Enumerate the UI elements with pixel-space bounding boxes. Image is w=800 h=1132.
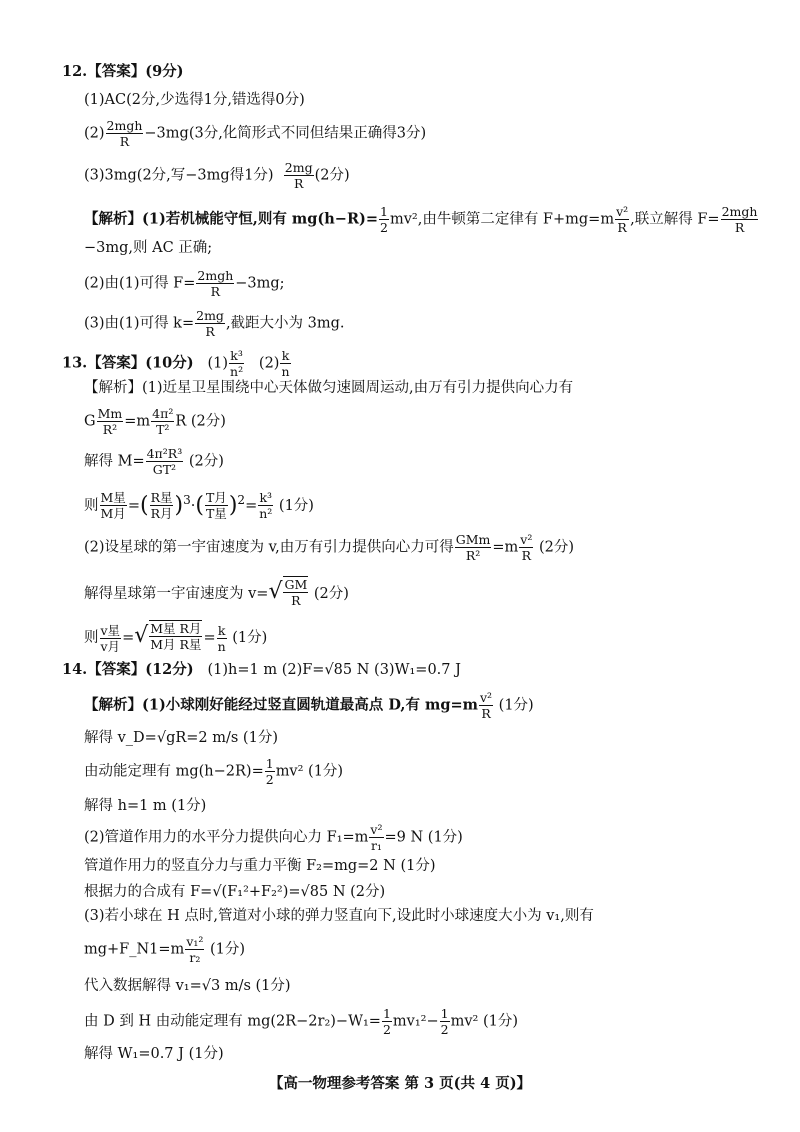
q14-heading: 14.【答案】(12分)	[62, 661, 194, 678]
q12-analysis-1-cont: −3mg,则 AC 正确;	[84, 240, 213, 256]
q14-l2-post: mv² (1分)	[275, 763, 344, 780]
q13-eq2-pre: 解得 M=	[84, 453, 145, 470]
q13-eq1-f2-num: 4π²	[152, 406, 174, 421]
q14-l8-post: (1分)	[205, 941, 246, 958]
q14-l10-mid: mv₁²−	[392, 1013, 439, 1030]
q13-eq4-num: GM	[284, 577, 308, 592]
q13-ans2-fraction	[280, 348, 290, 379]
q12-analysis-3	[84, 308, 345, 339]
q13-eq3: 则 M星 M月 =( R星 R月 )$^3$·( T月 T星 )$^2$= $\frac{\text{k³}}{\text{n²}}$ (1分)	[84, 490, 314, 522]
q13-eq5-f1	[100, 623, 122, 654]
q12-ana2-post: −3mg;	[235, 275, 285, 292]
q14-line-2	[84, 756, 343, 787]
q13-ans1-pre: (1)	[207, 355, 229, 372]
q14-l2-pre: 由动能定理有 mg(h−2R)=	[84, 763, 264, 780]
q13-eq5-f2-den: M月 R星	[150, 637, 202, 652]
q14-l10-f1-num: 1	[382, 1006, 391, 1021]
q12-ana3-post: ,截距大小为 3mg.	[225, 315, 345, 332]
q12-ana1-f3	[721, 204, 759, 235]
q13-ana2-f1-num: GMm	[455, 532, 491, 547]
q13-ans2-den: n	[281, 364, 290, 379]
q13-eq5-f1-num: v星	[100, 622, 121, 638]
q12-ana1-d: ,联立解得 F=	[630, 211, 720, 228]
q13-eq1-f1-num: Mm	[97, 406, 123, 421]
q13-ana2-a: (2)设星球的第一宇宙速度为 v,由万有引力提供向心力可得	[84, 539, 454, 556]
q12-ana2-pre: (2)由(1)可得 F=	[84, 275, 196, 292]
q13-eq4-den: R	[291, 593, 301, 608]
q13-eq1	[84, 406, 226, 437]
q14-line-5: 管道作用力的竖直分力与重力平衡 F₂=mg=2 N (1分)	[84, 858, 436, 874]
q13-analysis-1: 【解析】(1)近星卫星围绕中心天体做匀速圆周运动,由万有引力提供向心力有	[84, 380, 574, 396]
q13-eq4-fraction	[283, 576, 308, 608]
q13-eq5-pre: 则	[84, 630, 99, 646]
q13-ana2-f2-den: R	[521, 548, 532, 563]
q14-line-8	[84, 934, 245, 965]
q13-eq2-fraction	[146, 446, 184, 477]
q13-eq3-f4	[258, 490, 273, 521]
q14-l4-pre: (2)管道作用力的水平分力提供向心力 F₁=m	[84, 829, 369, 846]
q14-l8-fraction	[185, 934, 204, 965]
q13-eq1-pre: G	[84, 413, 96, 430]
q13-eq1-f1-den: R²	[102, 422, 118, 437]
q14-l2-fraction	[265, 756, 275, 787]
q12-ana3-fraction	[195, 308, 225, 339]
q12-answer-1: (1)AC(2分,少选得1分,错选得0分)	[84, 92, 305, 108]
q13-eq5: 则 v星 v月 = √ M星 R月 M月 R星 = $\frac{k}{n}$ (1分)	[84, 621, 268, 654]
q13-eq5-f2-num: M星 R月	[150, 621, 202, 636]
q12-ana1-f1	[379, 204, 389, 235]
q12-ana2-fraction	[196, 268, 234, 299]
q14-l8-den: r₂	[189, 950, 201, 965]
q13-heading: 13.【答案】(10分)	[62, 354, 194, 372]
q13-ans1-den: n²	[230, 364, 244, 379]
q14-heading-line	[62, 660, 461, 680]
q12-ana3-pre: (3)由(1)可得 k=	[84, 315, 195, 332]
q12-heading: 12.【答案】(9分)	[62, 63, 184, 80]
q13-heading-line	[62, 348, 292, 379]
q14-l2-den: 2	[265, 772, 274, 787]
q12-a3-den: R	[293, 176, 304, 191]
q13-eq3-f3-num: T月	[205, 490, 227, 506]
q14-answer: (1)h=1 m (2)F=√85 N (3)W₁=0.7 J	[207, 662, 461, 678]
q13-ana2-f2	[519, 532, 533, 563]
q14-l8-num: v₁²	[186, 934, 204, 949]
q13-ans1-fraction	[229, 348, 244, 379]
q12-ana1-f1-num: 1	[380, 204, 388, 219]
q13-eq3-f1-num: M星	[100, 490, 126, 506]
q13-eq2-num: 4π²R³	[146, 446, 183, 461]
q12-ana1-c: ,由牛顿第二定律有 F+mg=m	[417, 211, 615, 228]
q12-a3-fraction	[284, 160, 314, 191]
q14-line-10	[84, 1006, 518, 1037]
q13-eq3-post: (1分)	[274, 497, 314, 514]
q12-ana1-a: 【解析】(1)若机械能守恒,则有 mg(h−R)=	[84, 210, 378, 228]
q12-ana1-f2-num: v²	[616, 204, 629, 219]
page-footer: 【高一物理参考答案 第 3 页(共 4 页)】	[268, 1075, 532, 1092]
q13-eq5-f3-den: n	[217, 638, 226, 654]
q14-l10-f1-den: 2	[382, 1022, 391, 1037]
q13-eq3-f3	[205, 490, 228, 521]
q14-line-3: 解得 h=1 m (1分)	[84, 798, 207, 814]
q13-eq2	[84, 446, 224, 477]
q14-l8-pre: mg+F_N1=m	[84, 941, 185, 958]
q12-ana3-den: R	[205, 324, 215, 339]
q13-eq3-f4-den: n²	[259, 506, 273, 522]
q13-eq1-f1	[97, 406, 124, 437]
q14-ana1-post: (1分)	[494, 697, 534, 714]
q14-l2-num: 1	[265, 756, 274, 771]
q13-ans2-pre: (2)	[258, 355, 280, 372]
q13-eq3-f4-num: k³	[259, 490, 273, 506]
q13-ana2-f2-num: v²	[520, 532, 533, 547]
q12-ana1-b: mv²	[389, 211, 418, 228]
q14-l10-post: mv² (1分)	[450, 1013, 518, 1030]
q13-eq2-post: (2分)	[184, 453, 224, 470]
q13-ans1-num: k³	[230, 348, 243, 363]
q12-answer-2	[84, 118, 426, 149]
q13-eq3-f1-den: M月	[100, 506, 126, 522]
q14-l4-post: =9 N (1分)	[384, 829, 463, 846]
q12-analysis-2	[84, 268, 285, 299]
q12-a3-pre: (3)3mg(2分,写−3mg得1分)	[84, 167, 274, 184]
q12-answer-3	[84, 160, 350, 191]
q14-l10-f1	[382, 1006, 392, 1037]
q13-ana2-post: (2分)	[534, 539, 575, 556]
q14-line-6: 根据力的合成有 F=√(F₁²+F₂²)=√85 N (2分)	[84, 884, 386, 900]
q14-l10-f2-num: 1	[440, 1006, 449, 1021]
q14-l10-f2	[440, 1006, 450, 1037]
q14-l4-fraction	[369, 822, 383, 853]
q14-line-9: 代入数据解得 v₁=√3 m/s (1分)	[84, 978, 291, 994]
q13-eq3-f2-den: R月	[150, 506, 173, 522]
q14-analysis-1	[84, 690, 534, 721]
q14-l10-f2-den: 2	[440, 1022, 449, 1037]
q13-eq3-f2	[150, 490, 174, 521]
q12-a2-den: R	[119, 134, 130, 149]
q13-ans2-num: k	[281, 348, 290, 363]
q13-eq5-f2	[149, 620, 202, 652]
q12-ana2-num: 2mgh	[197, 268, 234, 283]
q13-eq5-post: (1分)	[227, 630, 268, 646]
q12-ana1-f2	[615, 204, 629, 235]
q13-eq3-f2-num: R星	[150, 490, 173, 506]
q13-eq1-f2-den: T²	[156, 422, 170, 437]
q14-line-4	[84, 822, 463, 853]
q12-a3-post: (2分)	[314, 167, 350, 184]
q14-l10-pre: 由 D 到 H 由动能定理有 mg(2R−2r₂)−W₁=	[84, 1013, 381, 1030]
q13-ana2-mid: =m	[492, 539, 519, 556]
q12-analysis-1	[84, 204, 759, 235]
q14-l4-num: v²	[370, 822, 383, 837]
q12-ana1-f3-num: 2mgh	[721, 204, 758, 219]
q13-analysis-2	[84, 532, 574, 563]
q14-ana1-num: v²	[479, 690, 493, 705]
q12-ana1-f1-den: 2	[380, 220, 388, 235]
q12-a2-fraction	[106, 118, 144, 149]
q12-ana1-f2-den: R	[617, 220, 627, 235]
q12-ana2-den: R	[210, 284, 221, 299]
q13-eq5-f3-num: k	[217, 622, 226, 638]
q13-eq1-mid: =m	[124, 413, 151, 430]
q14-line-1: 解得 v_D=√gR=2 m/s (1分)	[84, 730, 278, 746]
q13-eq2-den: GT²	[152, 462, 177, 477]
q13-eq1-f2	[151, 406, 174, 437]
q14-l4-den: r₁	[370, 838, 382, 853]
q12-ana1-f3-den: R	[734, 220, 745, 235]
q13-eq5-f1-den: v月	[100, 638, 121, 654]
q14-ana1-fraction	[479, 690, 493, 721]
q14-ana1-den: R	[481, 706, 491, 721]
q12-a3-num: 2mg	[284, 160, 313, 175]
q13-eq1-post: R (2分)	[175, 413, 226, 430]
q13-eq5-f3	[217, 623, 227, 654]
q12-ana3-num: 2mg	[196, 308, 224, 323]
q13-eq4-post: (2分)	[309, 586, 349, 602]
q14-ana1-pre: 【解析】(1)小球刚好能经过竖直圆轨道最高点 D,有 mg=m	[84, 696, 478, 714]
q12-a2-num: 2mgh	[106, 118, 143, 133]
q12-a2-post: −3mg(3分,化简形式不同但结果正确得3分)	[144, 125, 427, 142]
q13-eq3-f3-den: T星	[205, 506, 227, 522]
q13-ana2-f1	[455, 532, 492, 563]
q13-eq3-f1	[100, 490, 127, 521]
q14-line-11: 解得 W₁=0.7 J (1分)	[84, 1046, 224, 1062]
q12-a2-pre: (2)	[84, 125, 105, 142]
q14-line-7: (3)若小球在 H 点时,管道对小球的弹力竖直向下,设此时小球速度大小为 v₁,则有	[84, 908, 594, 924]
q13-eq4-pre: 解得星球第一宇宙速度为 v=	[84, 586, 269, 602]
q13-ana2-f1-den: R²	[465, 548, 481, 563]
q13-eq4: 解得星球第一宇宙速度为 v= √ $\frac{GM}{R}$ (2分)	[84, 577, 349, 608]
q13-eq3-pre: 则	[84, 497, 99, 514]
